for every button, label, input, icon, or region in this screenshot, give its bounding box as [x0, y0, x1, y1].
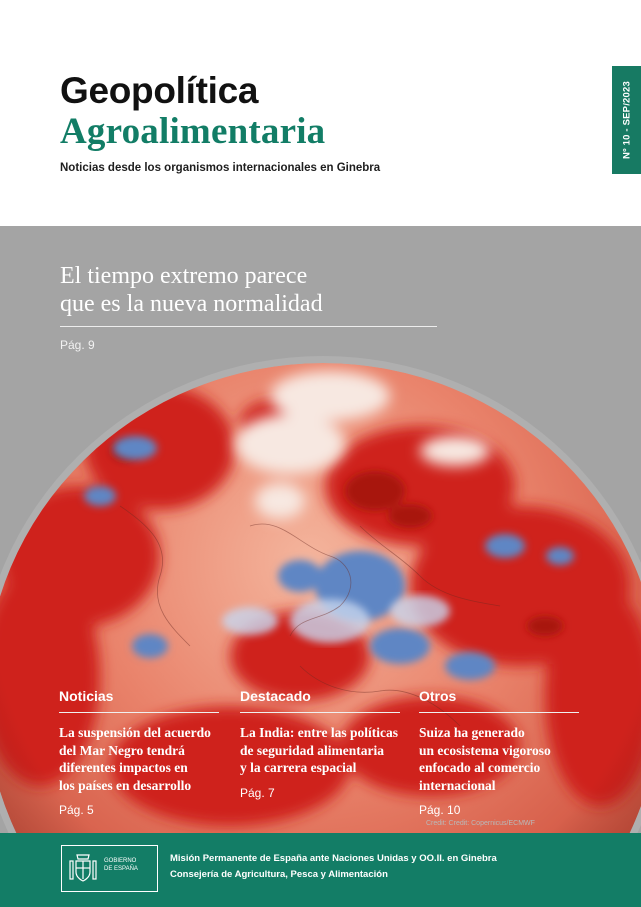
title-agroalimentaria: Agroalimentaria — [60, 111, 326, 152]
section-label: Otros — [419, 688, 457, 704]
article-title — [59, 724, 219, 794]
logo-text — [104, 858, 138, 873]
article-title — [419, 724, 579, 794]
section-label: Noticias — [59, 688, 114, 704]
article-title-line: y la carrera espacial — [240, 760, 357, 775]
header — [0, 0, 641, 226]
footer — [0, 833, 641, 907]
article-title-line: La India: entre las políticas — [240, 725, 399, 740]
footer-mission: Misión Permanente de España ante Naciones Unidas y OO.II. en Ginebra — [170, 853, 497, 864]
headline-line-2: que es la nueva normalidad — [60, 291, 323, 317]
logo-text-line: DE ESPAÑA — [104, 865, 138, 872]
gobierno-logo — [61, 845, 158, 892]
cover-image — [0, 226, 641, 833]
headline-divider — [60, 326, 437, 327]
column-noticias[interactable] — [59, 688, 219, 817]
section-divider — [240, 712, 400, 713]
section-divider — [59, 712, 219, 713]
title-geopolitica: Geopolítica — [60, 70, 259, 111]
article-title-line: diferentes impactos en — [59, 760, 188, 775]
issue-tab — [612, 66, 641, 174]
page-ref: Pág. 10 — [419, 803, 461, 817]
article-title-line: los países en desarrollo — [59, 777, 192, 793]
issue-label: Nº 10 - SEP/2023 — [621, 81, 632, 159]
headline-line-1: El tiempo extremo parece — [60, 263, 308, 289]
article-title-line: Suiza ha generado — [419, 725, 525, 740]
article-title-line: de seguridad alimentaria — [240, 742, 384, 758]
article-title-line: enfocado al comercio — [419, 760, 541, 775]
cover-headline — [60, 262, 440, 318]
subtitle: Noticias desde los organismos internacionales en Ginebra — [60, 162, 381, 174]
headline-page-ref: Pág. 9 — [60, 338, 95, 352]
coat-of-arms-icon — [68, 852, 98, 885]
page-ref: Pág. 7 — [240, 785, 275, 800]
column-destacado[interactable] — [240, 688, 400, 800]
article-title-line: del Mar Negro tendrá — [59, 742, 185, 758]
article-title-line: La suspensión del acuerdo — [59, 725, 211, 740]
section-label: Destacado — [240, 688, 311, 704]
section-divider — [419, 712, 579, 713]
footer-department: Consejería de Agricultura, Pesca y Alimentación — [170, 869, 388, 880]
column-otros[interactable] — [419, 688, 579, 817]
article-title — [240, 724, 400, 777]
page-ref: Pág. 5 — [59, 803, 94, 817]
article-title-line: un ecosistema vigoroso — [419, 742, 551, 758]
logo-text-line: GOBIERNO — [104, 858, 137, 864]
image-credit: Credit: Credit: Copernicus/ECMWF — [426, 820, 535, 827]
article-title-line: internacional — [419, 777, 496, 793]
